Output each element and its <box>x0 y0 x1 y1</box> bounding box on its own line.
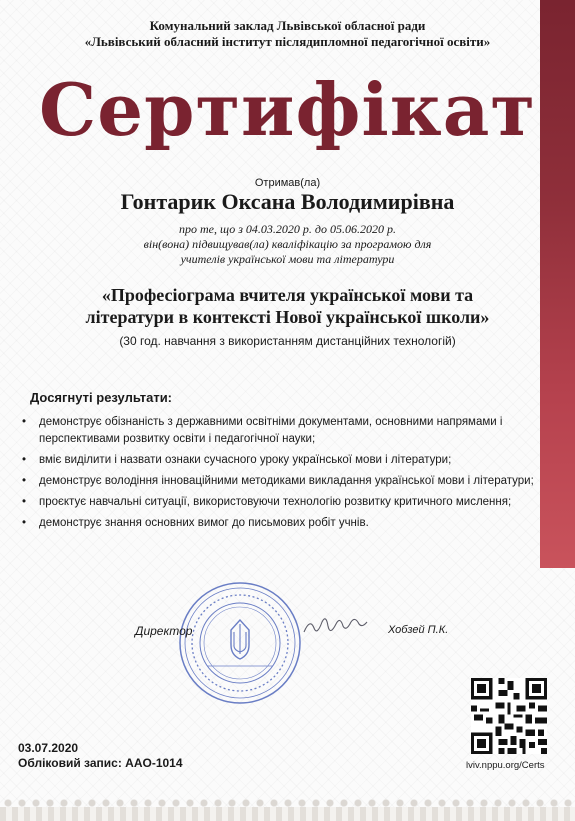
official-stamp-icon <box>177 580 303 706</box>
bullet-icon: • <box>22 496 27 508</box>
qr-url: lviv.nppu.org/Certs <box>466 760 545 771</box>
period-line-1: про те, що з 04.03.2020 р. до 05.06.2020 р. <box>179 222 396 236</box>
list-item: • проєктує навчальні ситуації, використовуючи технологію розвитку критичного мислення; <box>18 494 546 511</box>
results-title: Досягнуті результати: <box>30 390 173 405</box>
organization-line-1: Комунальний заклад Львівської обласної ради <box>149 18 426 33</box>
course-hours: (30 год. навчання з використанням дистанційних технологій) <box>119 334 456 348</box>
director-label: Директор <box>135 624 193 638</box>
list-item: • вміє виділити і назвати ознаки сучасного уроку української мови і літератури; <box>18 452 546 469</box>
period-line-2: він(вона) підвищував(ла) кваліфікацію за програмою для <box>143 237 432 251</box>
list-item: • демонструє володіння інноваційними методиками викладання української мови і літератури; <box>18 473 546 490</box>
decorative-bottom-band <box>0 807 575 821</box>
bullet-icon: • <box>22 517 27 529</box>
certificate-title: Сертифікат <box>38 67 537 152</box>
organization-line-2: «Львівський обласний інститут післядипломної педагогічної освіти» <box>84 34 491 49</box>
training-period <box>0 222 575 267</box>
recipient-name: Гонтарик Оксана Володимирівна <box>120 189 455 214</box>
handwritten-signature-icon <box>300 612 370 642</box>
bullet-icon: • <box>22 416 27 428</box>
results-list <box>18 414 546 536</box>
bullet-icon: • <box>22 454 27 466</box>
course-title-line-1: «Професіограма вчителя української мови та <box>101 285 474 305</box>
bullet-icon: • <box>22 475 27 487</box>
signer-name: Хобзей П.К. <box>388 624 449 636</box>
list-item: • демонструє знання основних вимог до письмових робіт учнів. <box>18 515 546 532</box>
period-line-3: учителів української мови та літератури <box>180 252 395 266</box>
list-item: • демонструє обізнаність з державними освітніми документами, основними напрямами і перспективами розвитку освіти і педагогічної науки; <box>22 416 503 445</box>
qr-code-icon <box>471 678 547 754</box>
issue-date: 03.07.2020 <box>18 741 79 755</box>
record-id: Обліковий запис: AAO-1014 <box>18 756 183 770</box>
course-title <box>0 284 575 328</box>
received-label: Отримав(ла) <box>254 177 321 189</box>
course-title-line-2: літератури в контексті Нової української школи» <box>85 307 490 327</box>
